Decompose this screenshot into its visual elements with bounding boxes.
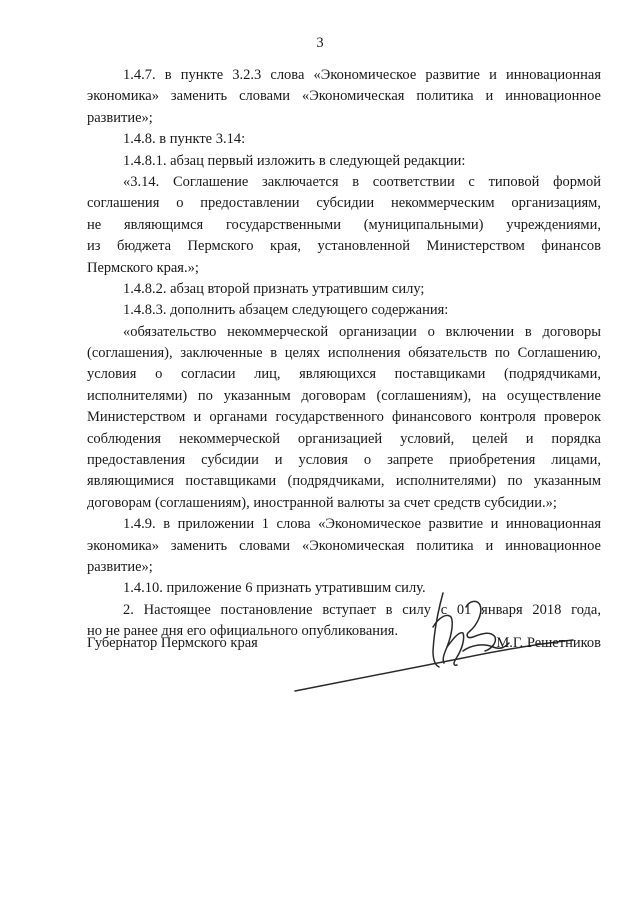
clause-3-14 (87, 172, 601, 279)
text-line: 1.4.8. в пункте 3.14: (123, 131, 246, 148)
text-line: 1.4.8.3. дополнить абзацем следующего содержания: (123, 302, 449, 319)
new-paragraph-quote (87, 322, 601, 515)
text-line: являющимися поставщиками (подрядчиками, исполнителями) по указанным (87, 473, 601, 490)
text-line: предоставления субсидии и условия о запрете приобретения лицами, (87, 452, 601, 469)
text-line: экономика» заменить словами «Экономическая политика и инновационное (87, 88, 601, 105)
item-1-4-9 (87, 514, 601, 578)
page-number: 3 (316, 35, 324, 51)
item-1-4-8-3 (87, 300, 601, 321)
item-1-4-8-1 (87, 151, 601, 172)
text-line: Пермского края.»; (87, 259, 199, 276)
text-line: 1.4.10. приложение 6 признать утратившим силу. (123, 580, 426, 597)
signature-block (87, 631, 601, 657)
text-line: развитие»; (87, 558, 153, 575)
text-line: 2. Настоящее постановление вступает в силу с 01 января 2018 года, (123, 601, 601, 618)
text-line: 1.4.8.1. абзац первый изложить в следующей редакции: (123, 152, 466, 169)
text-line: соблюдения некоммерческой организацией условий, целей и порядка (87, 430, 601, 447)
text-line: 1.4.7. в пункте 3.2.3 слова «Экономическое развитие и инновационная (123, 67, 601, 83)
text-line: договорам (соглашениям), иностранной валюты за счет средств субсидии.»; (87, 494, 557, 511)
text-line: но не ранее дня его официального опубликования. (87, 623, 399, 640)
text-line: «3.14. Соглашение заключается в соответствии с типовой формой (123, 173, 601, 190)
signatory-name: М.Г. Решетников (496, 635, 601, 651)
text-line: развитие»; (87, 109, 153, 126)
text-line: (соглашения), заключенные в целях исполнения обязательств по Соглашению, (87, 345, 601, 362)
text-line: Министерством и органами государственного финансового контроля проверок (87, 409, 601, 426)
text-line: исполнителями) по указанным договорам (соглашениям), на осуществление (87, 387, 601, 404)
text-line: экономика» заменить словами «Экономическая политика и инновационное (87, 537, 601, 554)
text-line: не являющимся государственными (муниципальными) учреждениями, (87, 216, 601, 233)
text-line: «обязательство некоммерческой организации о включении в договоры (123, 323, 601, 340)
item-1-4-7 (87, 65, 601, 129)
document-body (87, 65, 601, 643)
text-line: 1.4.8.2. абзац второй признать утратившим силу; (123, 280, 425, 297)
text-line: из бюджета Пермского края, установленной Министерством финансов (87, 238, 601, 255)
text-line: 1.4.9. в приложении 1 слова «Экономическое развитие и инновационная (123, 516, 601, 533)
item-1-4-8-2 (87, 279, 601, 300)
text-line: условия о согласии лиц, являющихся поставщиками (подрядчиками, (87, 366, 601, 383)
item-1-4-8 (87, 129, 601, 150)
text-line: соглашения о предоставлении субсидии некоммерческим организациям, (87, 195, 601, 212)
signatory-title: Губернатор Пермского края (87, 635, 258, 651)
